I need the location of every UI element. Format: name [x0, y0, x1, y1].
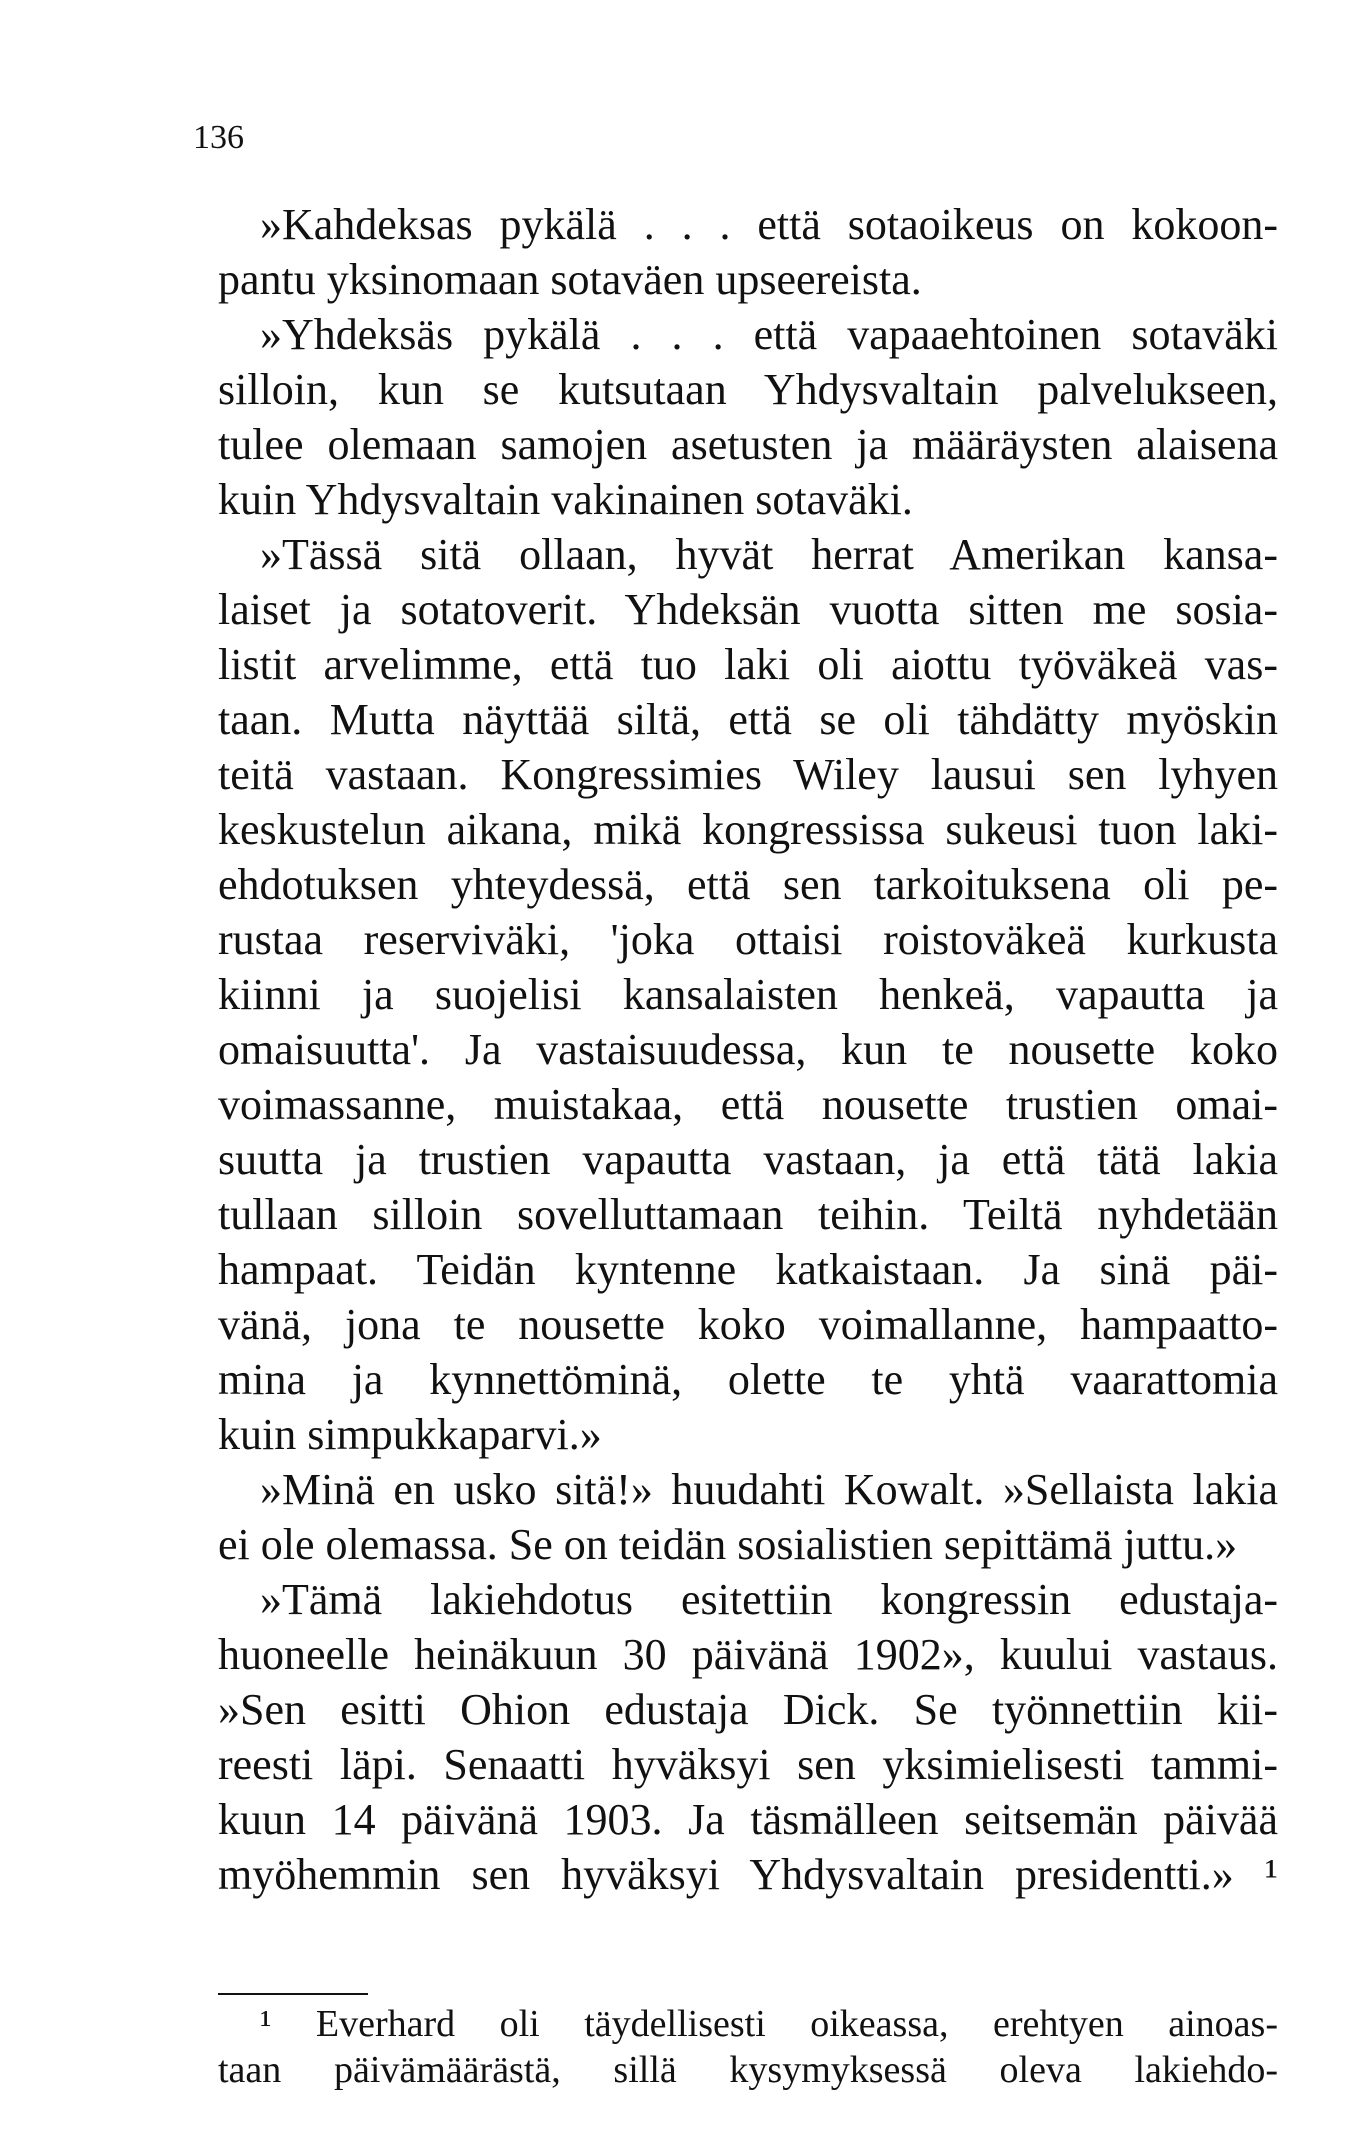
- text-line: pantu yksinomaan sotaväen upseereista.: [218, 255, 922, 304]
- text-line: voimassanne, muistakaa, että nousette trustien omai-: [218, 1080, 1278, 1129]
- text-line: tullaan silloin sovelluttamaan teihin. Teiltä nyhdetään: [218, 1190, 1278, 1239]
- text-line: rustaa reserviväki, 'joka ottaisi roistoväkeä kurkusta: [218, 915, 1278, 964]
- text-line: kuin simpukkaparvi.»: [218, 1410, 602, 1459]
- text-line: reesti läpi. Senaatti hyväksyi sen yksimielisesti tammi-: [218, 1740, 1278, 1789]
- footnote-line: taan päivämäärästä, sillä kysymyksessä oleva lakiehdo-: [218, 2049, 1278, 2091]
- text-line: silloin, kun se kutsutaan Yhdysvaltain palvelukseen,: [218, 365, 1278, 414]
- text-line: omaisuutta'. Ja vastaisuudessa, kun te nousette koko: [218, 1025, 1278, 1074]
- page-number: 136: [193, 119, 244, 156]
- text-line: keskustelun aikana, mikä kongressissa sukeusi tuon laki-: [218, 805, 1278, 854]
- text-line: kuun 14 päivänä 1903. Ja täsmälleen seitsemän päivää: [218, 1795, 1278, 1844]
- text-line: ei ole olemassa. Se on teidän sosialistien sepittämä juttu.»: [218, 1520, 1238, 1569]
- footnote-divider: [218, 1993, 368, 1995]
- text-line: huoneelle heinäkuun 30 päivänä 1902», kuului vastaus.: [218, 1630, 1278, 1679]
- text-line: »Sen esitti Ohion edustaja Dick. Se työnnettiin kii-: [218, 1685, 1278, 1734]
- text-line: listit arvelimme, että tuo laki oli aiottu työväkeä vas-: [218, 640, 1278, 689]
- text-line: »Tässä sitä ollaan, hyvät herrat Amerikan kansa-: [260, 530, 1278, 579]
- text-line: ehdotuksen yhteydessä, että sen tarkoituksena oli pe-: [218, 860, 1278, 909]
- text-line: suutta ja trustien vapautta vastaan, ja että tätä lakia: [218, 1135, 1278, 1184]
- text-line: kiinni ja suojelisi kansalaisten henkeä, vapautta ja: [218, 970, 1278, 1019]
- text-line: »Tämä lakiehdotus esitettiin kongressin edustaja-: [260, 1575, 1278, 1624]
- text-line: »Minä en usko sitä!» huudahti Kowalt. »Sellaista lakia: [260, 1465, 1278, 1514]
- text-line: vänä, jona te nousette koko voimallanne, hampaatto-: [218, 1300, 1278, 1349]
- text-line: laiset ja sotatoverit. Yhdeksän vuotta sitten me sosia-: [218, 585, 1278, 634]
- body-text: [218, 197, 1278, 1902]
- text-line: hampaat. Teidän kyntenne katkaistaan. Ja sinä päi-: [218, 1245, 1278, 1294]
- text-line: »Kahdeksas pykälä . . . että sotaoikeus on kokoon-: [260, 200, 1278, 249]
- text-line: myöhemmin sen hyväksyi Yhdysvaltain presidentti.» ¹: [218, 1850, 1278, 1899]
- text-line: kuin Yhdysvaltain vakinainen sotaväki.: [218, 475, 913, 524]
- text-line: teitä vastaan. Kongressimies Wiley lausui sen lyhyen: [218, 750, 1278, 799]
- text-line: taan. Mutta näyttää siltä, että se oli tähdätty myöskin: [218, 695, 1278, 744]
- text-line: »Yhdeksäs pykälä . . . että vapaaehtoinen sotaväki: [260, 310, 1278, 359]
- text-line: mina ja kynnettöminä, olette te yhtä vaarattomia: [218, 1355, 1278, 1404]
- footnote-line: ¹ Everhard oli täydellisesti oikeassa, erehtyen ainoas-: [260, 2003, 1278, 2045]
- footnotes: [218, 2001, 1278, 2093]
- text-line: tulee olemaan samojen asetusten ja määräysten alaisena: [218, 420, 1278, 469]
